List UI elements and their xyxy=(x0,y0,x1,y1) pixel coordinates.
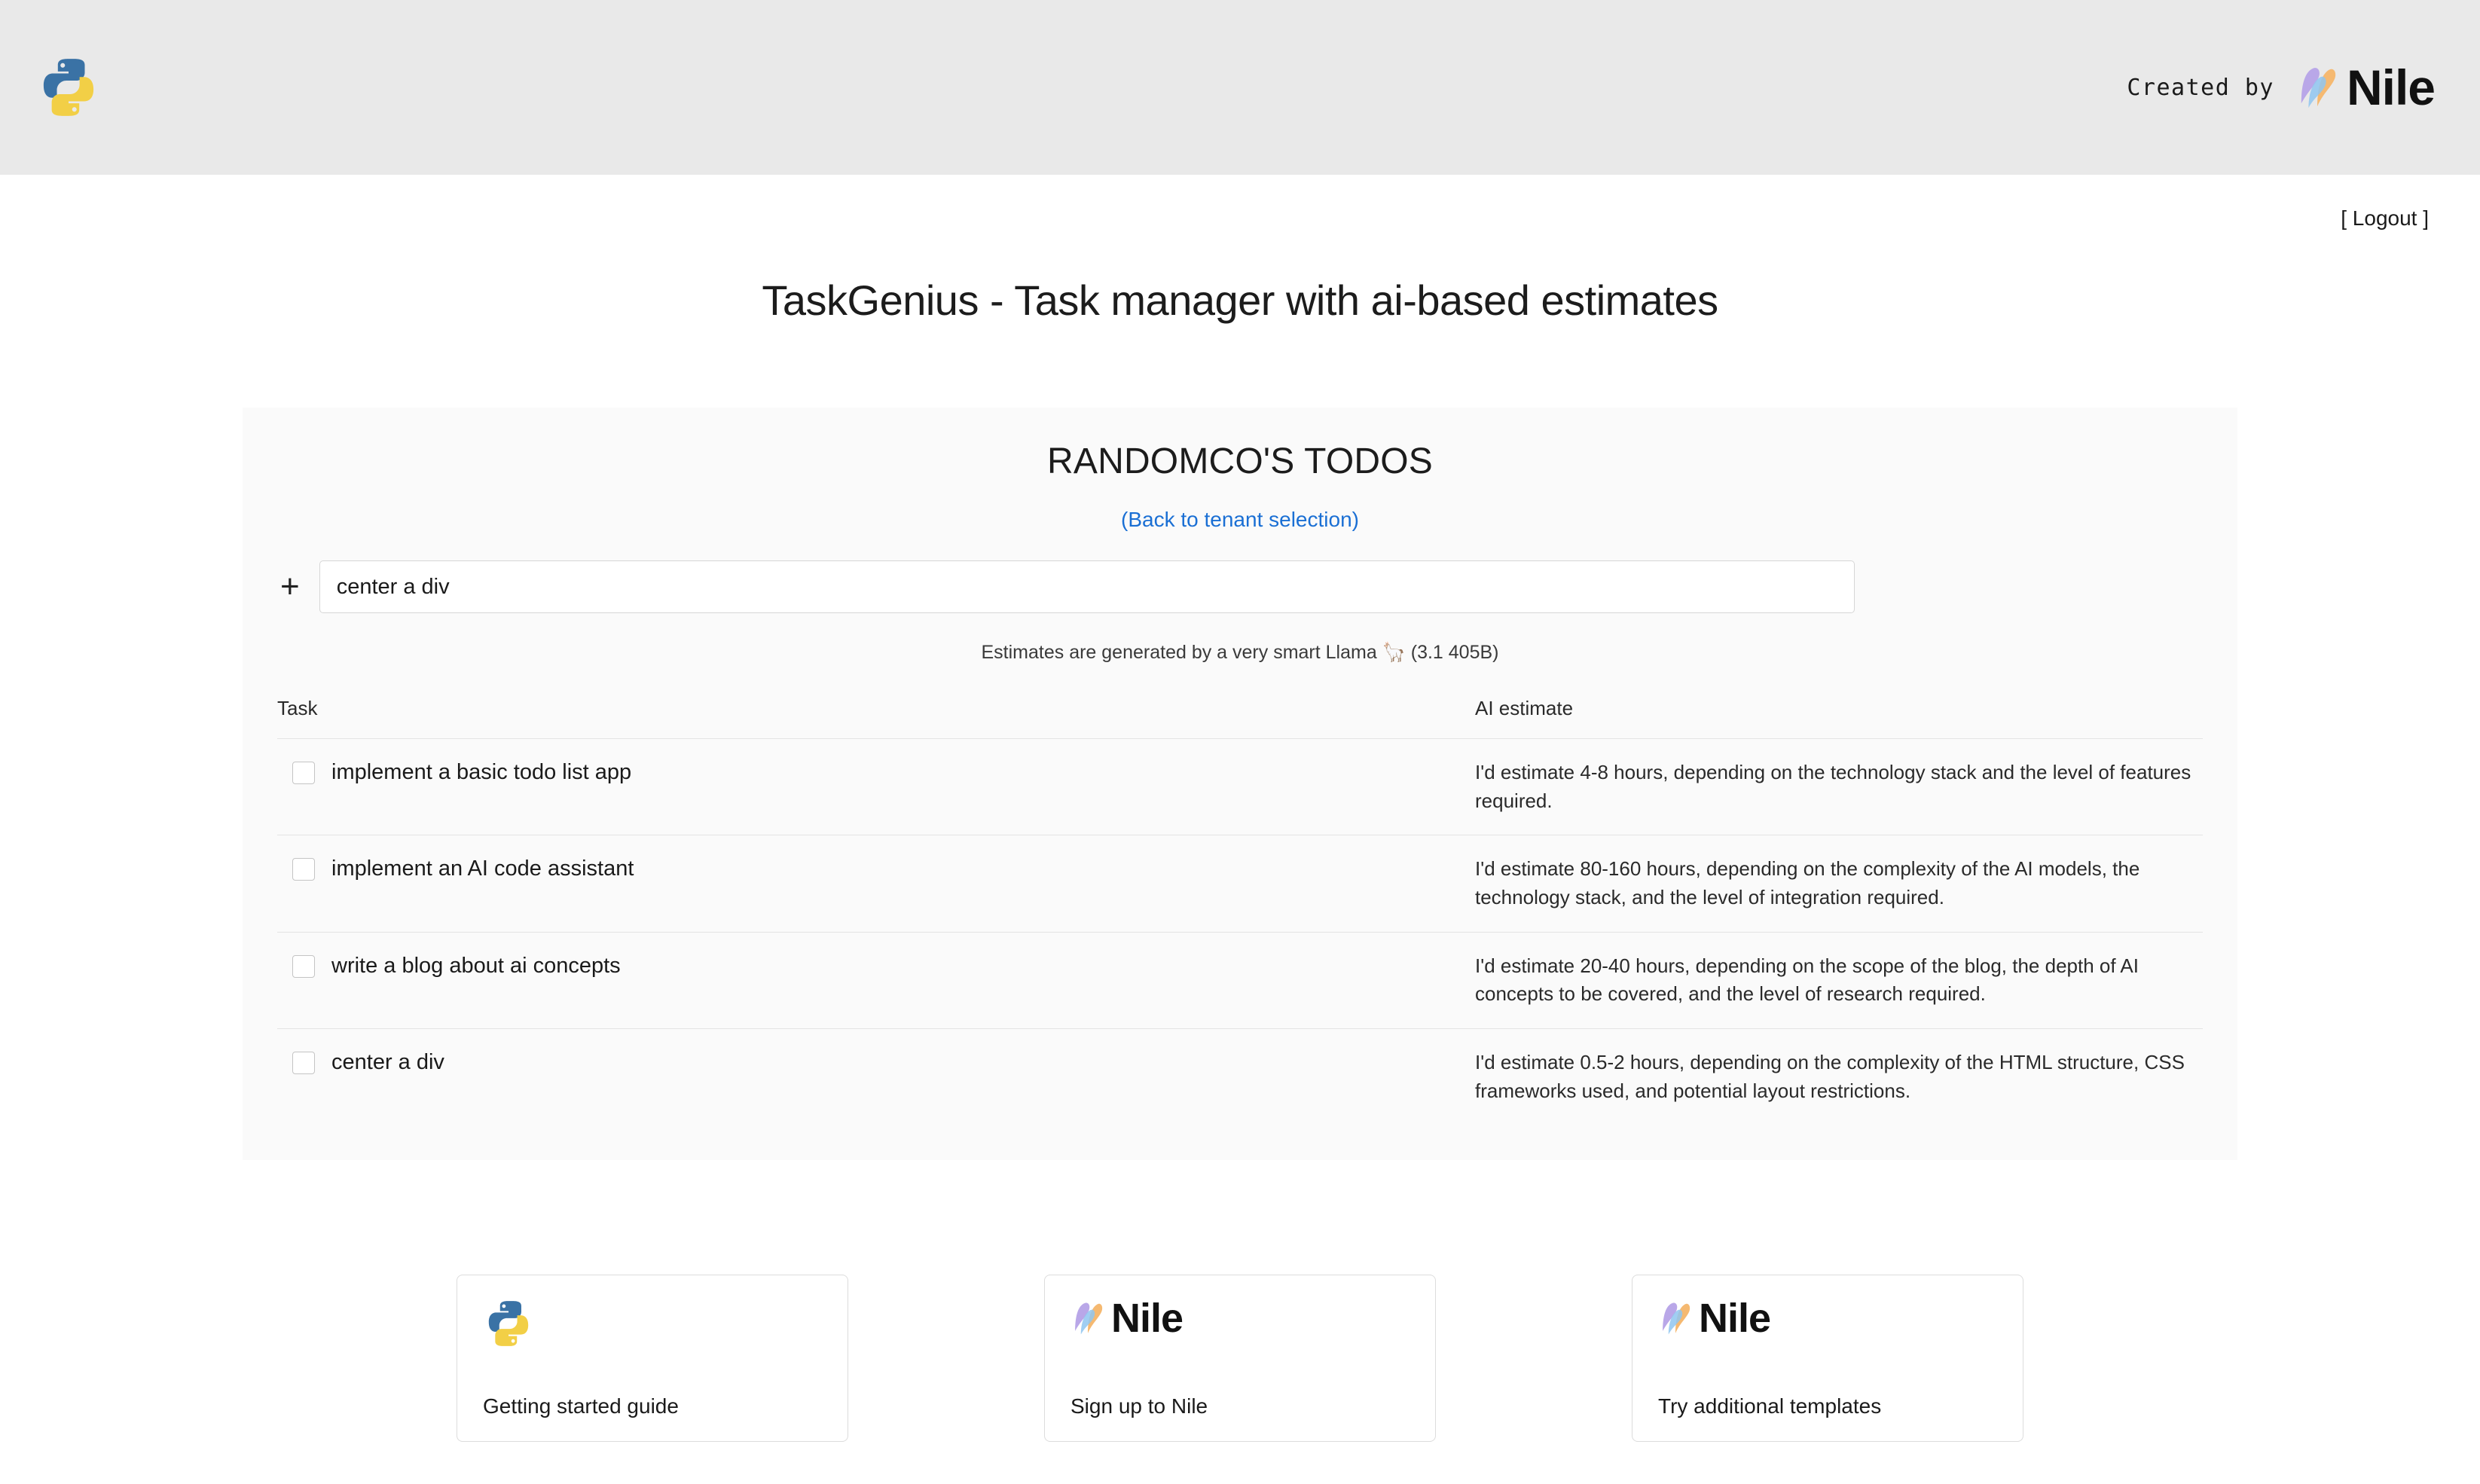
back-link-row xyxy=(243,508,2237,532)
estimate-cell: I'd estimate 4-8 hours, depending on the technology stack and the level of features required. xyxy=(1475,739,2203,835)
back-to-tenant-selection-link[interactable]: (Back to tenant selection) xyxy=(1121,508,1359,531)
python-logo-icon xyxy=(483,1298,534,1349)
task-cell-wrap xyxy=(277,1029,1475,1125)
footer-card-label: Sign up to Nile xyxy=(1070,1394,1208,1418)
todo-table xyxy=(277,697,2203,1125)
table-header-row xyxy=(277,697,2203,739)
nile-logo xyxy=(2295,60,2435,115)
task-checkbox[interactable] xyxy=(292,762,315,784)
tenant-title: RANDOMCO'S TODOS xyxy=(1047,441,1433,481)
created-by-label: Created by xyxy=(2127,74,2274,101)
task-checkbox[interactable] xyxy=(292,858,315,881)
estimate-cell: I'd estimate 20-40 hours, depending on the scope of the blog, the depth of AI concepts to be covered, and the level of research required. xyxy=(1475,932,2203,1028)
page-body xyxy=(0,175,2480,1484)
nile-wordmark: Nile xyxy=(1699,1295,1771,1341)
footer-card-label: Getting started guide xyxy=(483,1394,679,1418)
footer-card-group xyxy=(0,1275,2480,1442)
table-row xyxy=(277,932,2203,1028)
task-label: center a div xyxy=(331,1050,444,1075)
top-bar xyxy=(0,0,2480,175)
created-by-group xyxy=(2127,60,2435,115)
task-cell-wrap xyxy=(277,835,1475,932)
task-label: implement a basic todo list app xyxy=(331,760,632,784)
page-title: TaskGenius - Task manager with ai-based estimates xyxy=(762,276,1718,324)
estimate-note: Estimates are generated by a very smart Llama 🦙 (3.1 405B) xyxy=(981,642,1499,663)
getting-started-guide-card[interactable] xyxy=(457,1275,848,1442)
task-checkbox[interactable] xyxy=(292,955,315,978)
task-checkbox[interactable] xyxy=(292,1052,315,1074)
python-logo-icon xyxy=(36,55,101,120)
task-cell-wrap xyxy=(277,739,1475,835)
task-label: write a blog about ai concepts xyxy=(331,953,621,978)
task-cell-wrap xyxy=(277,932,1475,1028)
new-task-input[interactable] xyxy=(319,560,1855,613)
table-row xyxy=(277,1029,2203,1125)
try-additional-templates-card[interactable] xyxy=(1632,1275,2023,1442)
todo-table-head xyxy=(277,697,2203,739)
estimate-cell: I'd estimate 80-160 hours, depending on the complexity of the AI models, the technology stack, and the level of integration required. xyxy=(1475,835,2203,932)
sign-up-to-nile-card[interactable] xyxy=(1044,1275,1436,1442)
add-task-button[interactable]: + xyxy=(277,570,303,603)
footer-card-label: Try additional templates xyxy=(1658,1394,1882,1418)
column-header-task: Task xyxy=(277,697,318,719)
nile-wordmark: Nile xyxy=(2346,60,2435,115)
nile-mark-icon xyxy=(1070,1299,1105,1337)
table-row xyxy=(277,835,2203,932)
nile-mark-icon xyxy=(2295,64,2339,111)
logout-row xyxy=(0,175,2480,231)
column-header-estimate: AI estimate xyxy=(1475,697,1574,719)
nile-logo xyxy=(1070,1295,1410,1341)
add-task-row xyxy=(243,532,2237,613)
nile-mark-icon xyxy=(1658,1299,1693,1337)
todo-card xyxy=(243,408,2237,1160)
logout-link[interactable]: [ Logout ] xyxy=(2341,206,2429,230)
task-label: implement an AI code assistant xyxy=(331,857,634,881)
nile-logo xyxy=(1658,1295,1997,1341)
nile-wordmark: Nile xyxy=(1111,1295,1183,1341)
estimate-cell: I'd estimate 0.5-2 hours, depending on the complexity of the HTML structure, CSS frameworks used, and potential layout restrictions. xyxy=(1475,1029,2203,1125)
table-row xyxy=(277,739,2203,835)
todo-table-body xyxy=(277,739,2203,1125)
